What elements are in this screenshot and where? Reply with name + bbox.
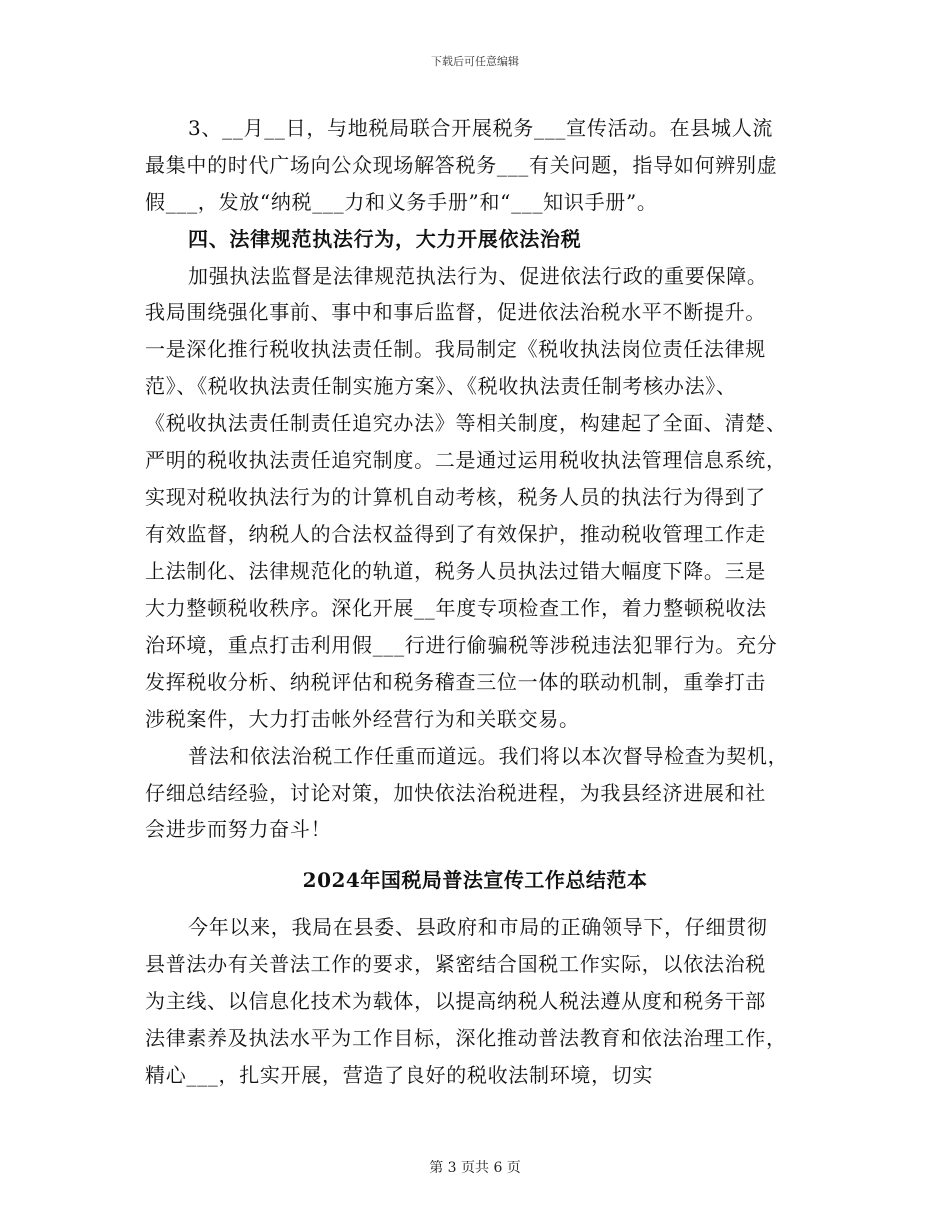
paragraph-line: 精心___，扎实开展，营造了良好的税收法制环境，切实 bbox=[145, 1063, 654, 1087]
paragraph-line: 3、__月__日，与地税局联合开展税务___宣传活动。在县城人流 bbox=[188, 116, 774, 140]
paragraph-line: 有效监督，纳税人的合法权益得到了有效保护，推动税收管理工作走 bbox=[145, 522, 766, 546]
paragraph-line: 严明的税收执法责任追究制度。二是通过运用税收执法管理信息系统， bbox=[145, 448, 787, 472]
paragraph-line: 范》、《税收执法责任制实施方案》、《税收执法责任制考核办法》、 bbox=[145, 374, 737, 398]
document-title: 2024年国税局普法宣传工作总结范本 bbox=[302, 868, 648, 892]
paragraph-line: 最集中的时代广场向公众现场解答税务___有关问题，指导如何辨别虚 bbox=[145, 153, 778, 177]
paragraph-line: 加强执法监督是法律规范执法行为、促进依法行政的重要保障。 bbox=[188, 264, 768, 288]
paragraph-line: 县普法办有关普法工作的要求，紧密结合国税工作实际，以依法治税 bbox=[145, 952, 766, 976]
page-footer: 第 3 页共 6 页 bbox=[429, 1160, 521, 1176]
paragraph-line: 大力整顿税收秩序。深化开展__年度专项检查工作，着力整顿税收法 bbox=[145, 596, 767, 620]
paragraph-line: 普法和依法治税工作任重而道远。我们将以本次督导检查为契机， bbox=[188, 744, 789, 768]
paragraph-line: 治环境，重点打击利用假___行进行偷骗税等涉税违法犯罪行为。充分 bbox=[145, 633, 778, 657]
paragraph-line: 发挥税收分析、纳税评估和税务稽查三位一体的联动机制，重拳打击 bbox=[145, 670, 766, 694]
paragraph-line: 涉税案件，大力打击帐外经营行为和关联交易。 bbox=[145, 707, 580, 731]
paragraph-line: 假___，发放“纳税___力和义务手册”和“___知识手册”。 bbox=[145, 190, 658, 214]
paragraph-line: 会进步而努力奋斗！ bbox=[145, 817, 332, 841]
section-heading: 四、法律规范执法行为，大力开展依法治税 bbox=[188, 227, 582, 251]
paragraph-line: 我局围绕强化事前、事中和事后监督，促进依法治税水平不断提升。 bbox=[145, 300, 766, 324]
paragraph-line: 今年以来，我局在县委、县政府和市局的正确领导下，仔细贯彻 bbox=[188, 915, 768, 939]
page-header: 下载后可任意编辑 bbox=[431, 55, 519, 68]
paragraph-line: 实现对税收执法行为的计算机自动考核，税务人员的执法行为得到了 bbox=[145, 485, 766, 509]
paragraph-line: 为主线、以信息化技术为载体，以提高纳税人税法遵从度和税务干部 bbox=[145, 989, 766, 1013]
paragraph-line: 仔细总结经验，讨论对策，加快依法治税进程，为我县经济进展和社 bbox=[145, 781, 766, 805]
paragraph-line: 法律素养及执法水平为工作目标，深化推动普法教育和依法治理工作， bbox=[145, 1026, 787, 1050]
paragraph-line: 上法制化、法律规范化的轨道，税务人员执法过错大幅度下降。三是 bbox=[145, 559, 766, 583]
paragraph-line: 一是深化推行税收执法责任制。我局制定《税收执法岗位责任法律规 bbox=[145, 337, 766, 361]
paragraph-line: 《税收执法责任制责任追究办法》等相关制度，构建起了全面、清楚、 bbox=[145, 411, 787, 435]
